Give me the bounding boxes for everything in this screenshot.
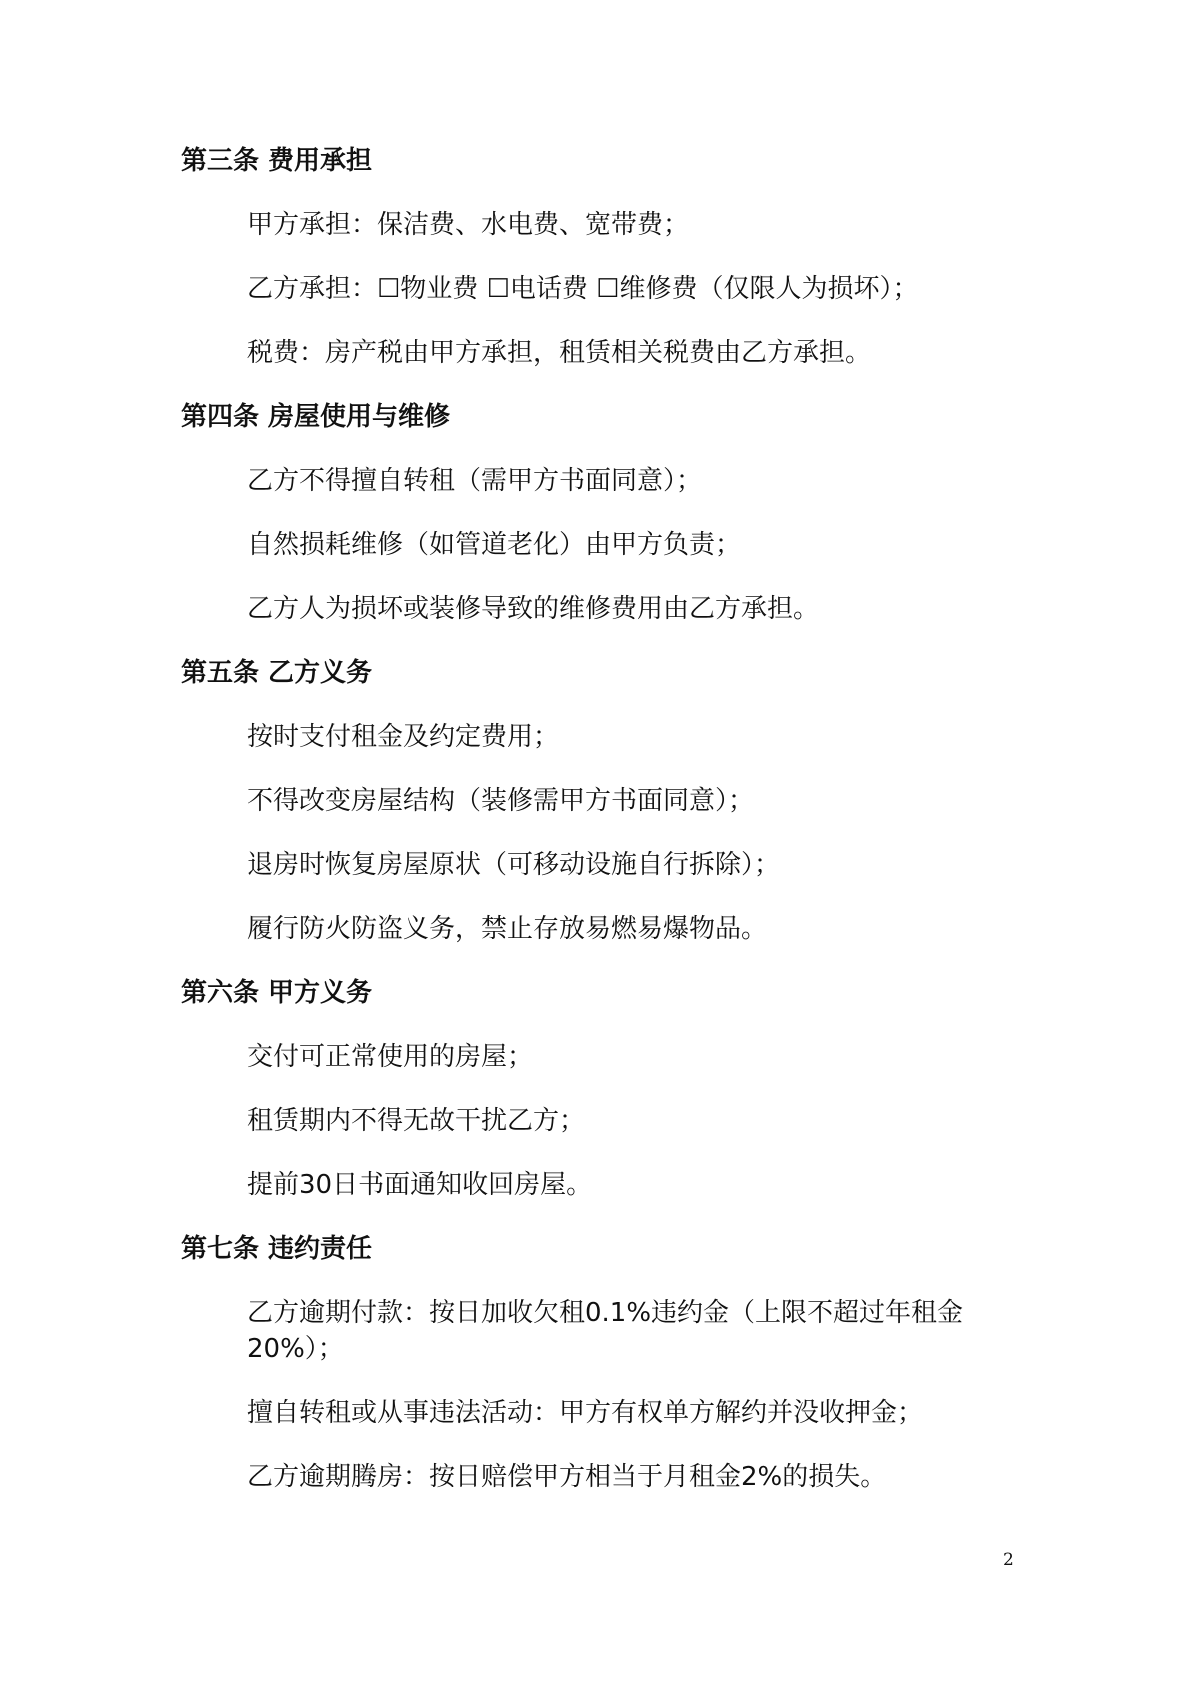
clause-6-1: 交付可正常使用的房屋； [247, 1042, 534, 1072]
clause-6-3: 提前30日书面通知收回房屋。 [247, 1170, 593, 1200]
section-heading-3: 第三条 费用承担 [181, 146, 373, 176]
clause-7-1: 乙方逾期付款：按日加收欠租0.1%违约金（上限不超过年租金20%）； [247, 1298, 964, 1364]
clause-5-4: 履行防火防盗义务，禁止存放易燃易爆物品。 [247, 914, 768, 944]
clause-3-3: 税费：房产税由甲方承担，租赁相关税费由乙方承担。 [247, 338, 872, 368]
clause-4-1: 乙方不得擅自转租（需甲方书面同意）； [247, 466, 703, 496]
clause-5-1: 按时支付租金及约定费用； [247, 722, 560, 752]
contract-body [181, 143, 1021, 1523]
section-heading-6: 第六条 甲方义务 [181, 978, 373, 1008]
clause-6-2: 租赁期内不得无故干扰乙方； [247, 1106, 586, 1136]
section-heading-4: 第四条 房屋使用与维修 [181, 402, 451, 432]
clause-7-2: 擅自转租或从事违法活动：甲方有权单方解约并没收押金； [247, 1398, 924, 1428]
clause-5-2: 不得改变房屋结构（装修需甲方书面同意）； [247, 786, 755, 816]
clause-3-2: 乙方承担：☐物业费 ☐电话费 ☐维修费（仅限人为损坏）； [247, 274, 919, 304]
clause-4-2: 自然损耗维修（如管道老化）由甲方负责； [247, 530, 742, 560]
section-heading-5: 第五条 乙方义务 [181, 658, 373, 688]
clause-7-3: 乙方逾期腾房：按日赔偿甲方相当于月租金2%的损失。 [247, 1462, 887, 1492]
clause-5-3: 退房时恢复房屋原状（可移动设施自行拆除）； [247, 850, 781, 880]
page-number: 2 [1003, 1550, 1014, 1570]
clause-3-1: 甲方承担：保洁费、水电费、宽带费； [247, 210, 690, 240]
clause-4-3: 乙方人为损坏或装修导致的维修费用由乙方承担。 [247, 594, 820, 624]
section-heading-7: 第七条 违约责任 [181, 1234, 373, 1264]
